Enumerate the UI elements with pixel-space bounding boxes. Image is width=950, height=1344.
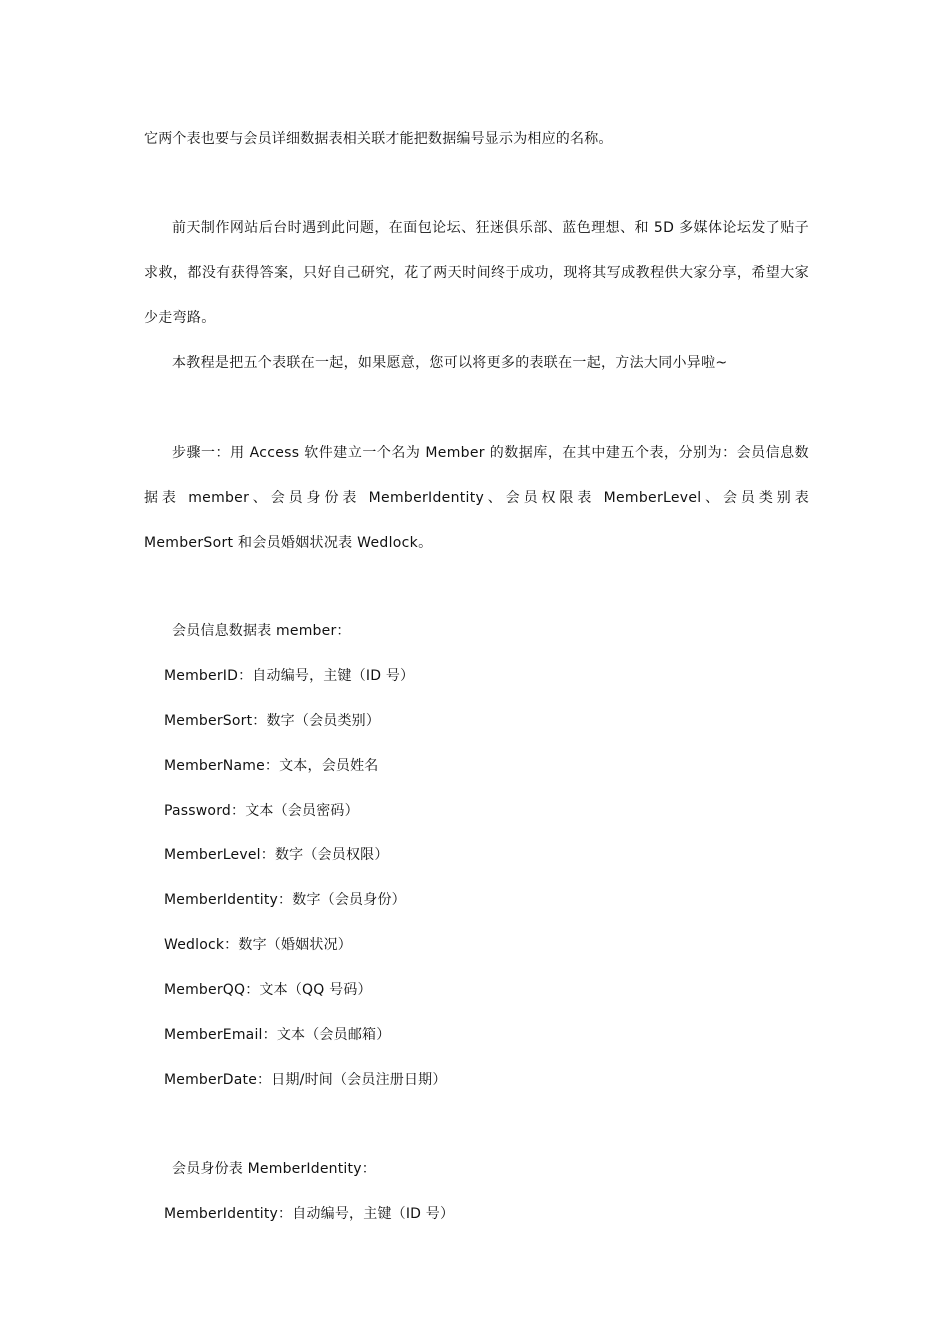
member-field-item: MemberEmail：文本（会员邮箱） <box>164 1027 391 1043</box>
identity-table-heading: 会员身份表 MemberIdentity： <box>172 1161 376 1177</box>
member-field-item: MemberDate：日期/时间（会员注册日期） <box>164 1072 447 1088</box>
member-field-item: Password：文本（会员密码） <box>164 803 359 819</box>
member-field-item: MemberSort：数字（会员类别） <box>164 713 381 729</box>
paragraph-step-one: 步骤一：用 Access 软件建立一个名为 Member 的数据库，在其中建五个表，分别为：会员信息数据表 member、会员身份表 MemberIdentity、会员权限表 MemberLevel、会员类别表 MemberSort 和会员婚姻状况表 Wedlock。 <box>144 445 809 551</box>
member-field-item: Wedlock：数字（婚姻状况） <box>164 937 352 953</box>
member-field-item: MemberIdentity：数字（会员身份） <box>164 892 406 908</box>
paragraph-background: 前天制作网站后台时遇到此问题，在面包论坛、狂迷俱乐部、蓝色理想、和 5D 多媒体论坛发了贴子求救，都没有获得答案，只好自己研究，花了两天时间终于成功，现将其写成教程供大家分享，希望大家少走弯路。 <box>144 220 809 326</box>
intro-line: 它两个表也要与会员详细数据表相关联才能把数据编号显示为相应的名称。 <box>144 131 613 147</box>
member-field-item: MemberID：自动编号，主键（ID 号） <box>164 668 415 684</box>
member-field-item: MemberName：文本，会员姓名 <box>164 758 379 774</box>
paragraph-scope: 本教程是把五个表联在一起，如果愿意，您可以将更多的表联在一起，方法大同小异啦~ <box>172 355 728 371</box>
member-field-item: MemberQQ：文本（QQ 号码） <box>164 982 372 998</box>
identity-field-item: MemberIdentity：自动编号，主键（ID 号） <box>164 1206 455 1222</box>
member-table-heading: 会员信息数据表 member： <box>172 623 351 639</box>
member-field-item: MemberLevel：数字（会员权限） <box>164 847 389 863</box>
